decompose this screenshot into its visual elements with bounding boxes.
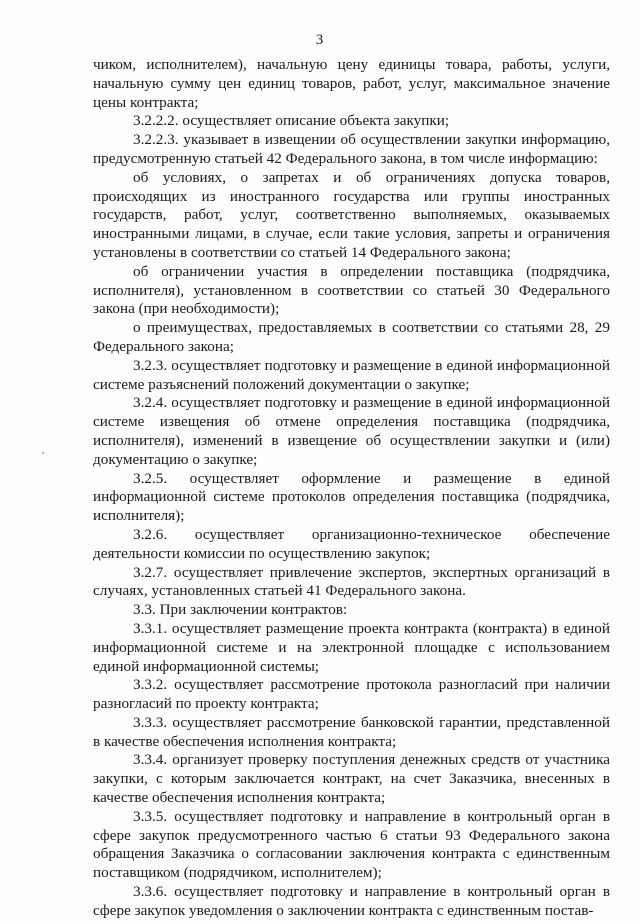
page-number: 3 (315, 32, 324, 48)
document-body (93, 56, 610, 921)
paragraph: 3.3.5. осуществляет подготовку и направление в контрольный орган в сфере закупок предусмотренного частью 6 статьи 93 Федерального закона обращения Заказчика о согласовании заключения контракта с единственным поставщиком (подрядчиком, исполнителем); (93, 807, 610, 882)
paragraph: чиком, исполнителем), начальную цену единицы товара, работы, услуги, начальную сумму цен единиц товаров, работ, услуг, максимальное значение цены контракта; (93, 56, 610, 111)
paragraph: 3.2.4. осуществляет подготовку и размещение в единой информационной системе извещения об отмене определения поставщика (подрядчика, исполнителя), изменений в извещение об осуществлении закупки и (или) документацию о закупке; (93, 394, 610, 468)
paragraph: об условиях, о запретах и об ограничениях допуска товаров, происходящих из иностранного государства или группы иностранных государств, работ, услуг, соответственно выполняемых, оказываемых иностранными лицами, в случае, если такие условия, запреты и ограничения установлены в соответствии со статьей 14 Федерального закона; (93, 168, 610, 261)
paragraph: 3.2.2.2. осуществляет описание объекта закупки; (133, 112, 450, 130)
paragraph: 3.3.1. осуществляет размещение проекта контракта (контракта) в единой информационной системе и на электронной площадке с использованием единой информационной системы; (93, 619, 610, 675)
paragraph: 3.3.6. осуществляет подготовку и направление в контрольный орган в сфере закупок уведомления о заключении контракта с единственным постав- (93, 883, 610, 919)
paragraph: 3.2.6. осуществляет организационно-техническое обеспечение деятельности комиссии по осуществлению закупок; (93, 525, 610, 562)
paragraph: 3.2.2.3. указывает в извещении об осуществлении закупки информацию, предусмотренную статьей 42 Федерального закона, в том числе информацию: (93, 131, 610, 167)
paragraph: 3.2.3. осуществляет подготовку и размещение в единой информационной системе разъяснений положений документации о закупке; (93, 356, 610, 393)
paragraph: 3.2.7. осуществляет привлечение экспертов, экспертных организаций в случаях, установленных статьей 41 Федерального закона. (93, 563, 610, 600)
paragraph: об ограничении участия в определении поставщика (подрядчика, исполнителя), установленном в соответствии со статьей 30 Федерального закона (при необходимости); (93, 262, 610, 318)
paragraph: 3.3.2. осуществляет рассмотрение протокола разногласий при наличии разногласий по проекту контракта; (93, 676, 610, 713)
paragraph: 3.3.4. организует проверку поступления денежных средств от участника закупки, с которым заключается контракт, на счет Заказчика, внесенных в качестве обеспечения исполнения контракта; (93, 751, 610, 807)
paragraph: о преимуществах, предоставляемых в соответствии со статьями 28, 29 Федерального закона; (93, 319, 610, 355)
paragraph: 3.3.3. осуществляет рассмотрение банковской гарантии, представленной в качестве обеспечения исполнения контракта; (93, 713, 610, 750)
scan-speck (42, 452, 44, 454)
paragraph: 3.2.5. осуществляет оформление и размещение в единой информационной системе протоколов определения поставщика (подрядчика, исполнителя); (93, 469, 610, 525)
paragraph: 3.3. При заключении контрактов: (133, 601, 348, 619)
